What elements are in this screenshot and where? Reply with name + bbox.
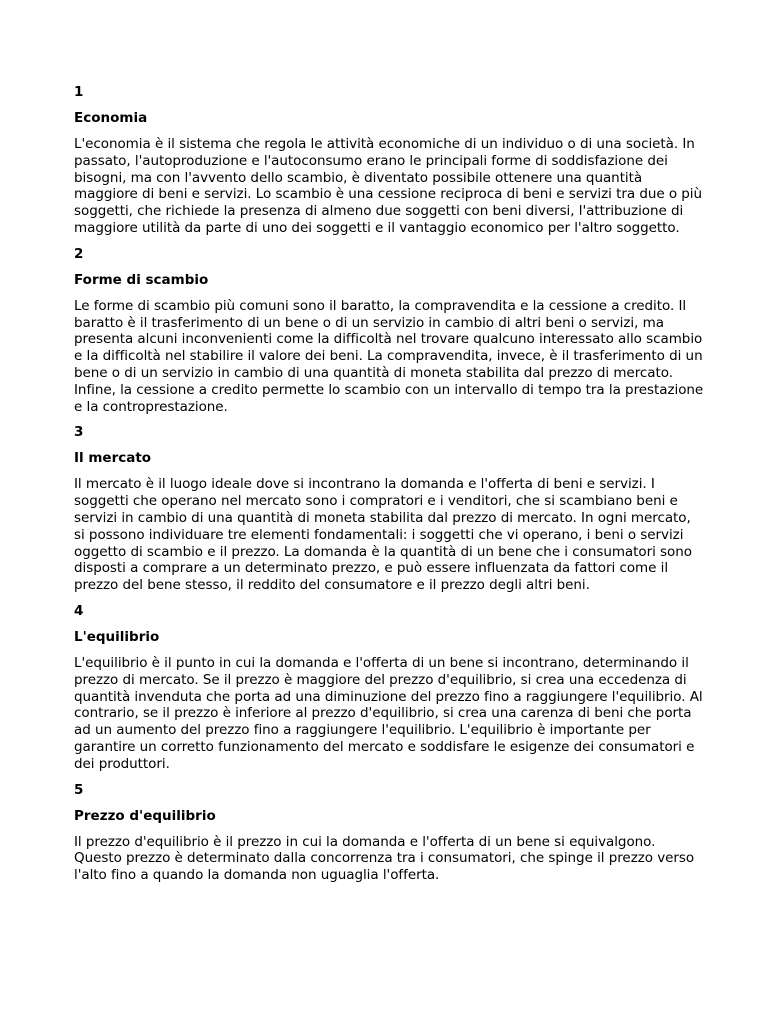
section-il-mercato <box>74 424 704 594</box>
section-paragraph: Le forme di scambio più comuni sono il baratto, la compravendita e la cessione a credito. Il baratto è il trasferimento di un bene o di un servizio in cambio di altri beni o servizi, ma presenta alcuni inconvenienti come la difficoltà nel trovare qualcuno interessato allo scambio e la difficoltà nel stabilire il valore dei beni. La compravendita, invece, è il trasferimento di un bene o di un servizio in cambio di una quantità di moneta stabilita dal prezzo di mercato. Infine, la cessione a credito permette lo scambio con un intervallo di tempo tra la prestazione e la controprestazione. <box>74 297 704 415</box>
section-paragraph: Il prezzo d'equilibrio è il prezzo in cui la domanda e l'offerta di un bene si equivalgono. Questo prezzo è determinato dalla concorrenza tra i consumatori, che spinge il prezzo verso l'alto fino a quando la domanda non uguaglia l'offerta. <box>74 833 695 884</box>
section-forme-di-scambio <box>74 246 704 416</box>
section-equilibrio <box>74 603 704 773</box>
section-economia <box>74 84 704 237</box>
section-title: Economia <box>74 110 148 126</box>
section-number: 2 <box>74 245 84 262</box>
section-title: L'equilibrio <box>74 628 160 645</box>
section-paragraph: Il mercato è il luogo ideale dove si incontrano la domanda e l'offerta di beni e servizi. I soggetti che operano nel mercato sono i compratori e i venditori, che si scambiano beni e servizi in cambio di una quantità di moneta stabilita dal prezzo di mercato. In ogni mercato, si possono individuare tre elementi fondamentali: i soggetti che vi operano, i beni o servizi oggetto di scambio e il prezzo. La domanda è la quantità di un bene che i consumatori sono disposti a comprare a un determinato prezzo, e può essere influenzata da fattori come il prezzo del bene stesso, il reddito del consumatore e il prezzo degli altri beni. <box>74 476 692 594</box>
section-title: Il mercato <box>74 450 152 467</box>
section-number: 1 <box>74 84 84 100</box>
section-number: 3 <box>74 424 84 441</box>
document-page <box>74 84 704 893</box>
section-paragraph: L'equilibrio è il punto in cui la domanda e l'offerta di un bene si incontrano, determinando il prezzo di mercato. Se il prezzo è maggiore del prezzo d'equilibrio, si crea una eccedenza di quantità invenduta che porta ad una diminuzione del prezzo fino a raggiungere l'equilibrio. Al contrario, se il prezzo è inferiore al prezzo d'equilibrio, si crea una carenza di beni che porta ad un aumento del prezzo fino a raggiungere l'equilibrio. L'equilibrio è importante per garantire un corretto funzionamento del mercato e soddisfare le esigenze dei consumatori e dei produttori. <box>74 654 703 772</box>
section-title: Forme di scambio <box>74 271 209 288</box>
section-number: 5 <box>74 781 84 798</box>
section-paragraph: L'economia è il sistema che regola le attività economiche di un individuo o di una società. In passato, l'autoproduzione e l'autoconsumo erano le principali forme di soddisfazione dei bisogni, ma con l'avvento dello scambio, è diventato possibile ottenere una quantità maggiore di beni e servizi. Lo scambio è una cessione reciproca di beni e servizi tra due o più soggetti, che richiede la presenza di almeno due soggetti con beni diversi, l'attribuzione di maggiore utilità da parte di uno dei soggetti e il vantaggio economico per l'altro soggetto. <box>74 136 703 236</box>
section-prezzo-equilibrio <box>74 782 704 884</box>
section-title: Prezzo d'equilibrio <box>74 807 216 824</box>
section-number: 4 <box>74 602 84 619</box>
